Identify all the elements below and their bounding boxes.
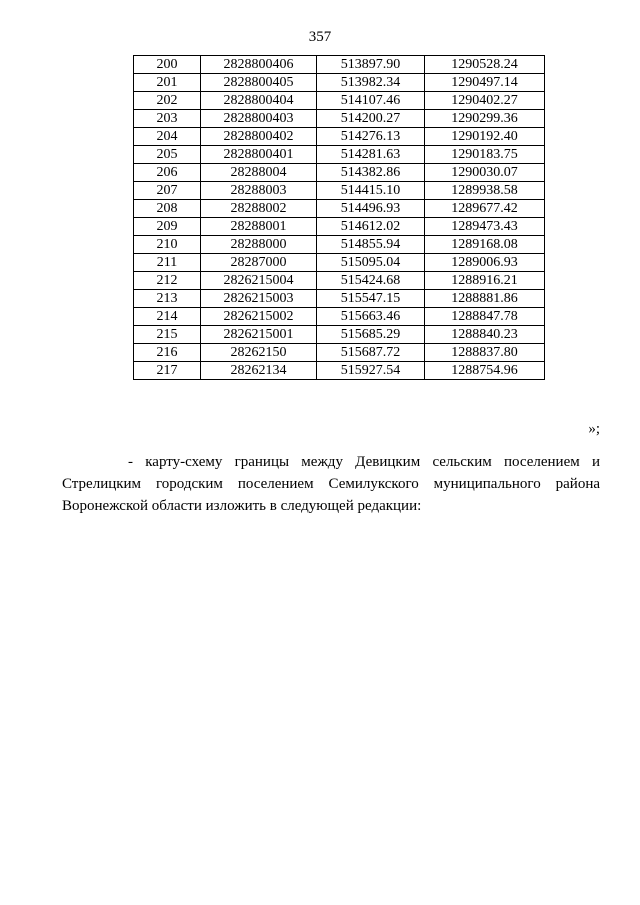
y-coordinate-cell: 1289677.42 [425,200,545,218]
point-number-cell: 209 [134,218,201,236]
point-number-cell: 207 [134,182,201,200]
point-id-cell: 2826215004 [201,272,317,290]
point-id-cell: 2828800405 [201,74,317,92]
page-number: 357 [308,29,332,45]
y-coordinate-cell: 1288840.23 [425,326,545,344]
table-row [134,236,545,254]
coordinates-table [133,55,545,380]
table-row [134,308,545,326]
point-number-cell: 213 [134,290,201,308]
point-number-cell: 217 [134,362,201,380]
x-coordinate-cell: 515685.29 [317,326,425,344]
point-number-cell: 214 [134,308,201,326]
y-coordinate-cell: 1290192.40 [425,128,545,146]
point-number-cell: 212 [134,272,201,290]
point-id-cell: 28288004 [201,164,317,182]
y-coordinate-cell: 1288837.80 [425,344,545,362]
table-row [134,146,545,164]
x-coordinate-cell: 514382.86 [317,164,425,182]
point-id-cell: 2826215001 [201,326,317,344]
y-coordinate-cell: 1290402.27 [425,92,545,110]
point-number-cell: 208 [134,200,201,218]
y-coordinate-cell: 1289473.43 [425,218,545,236]
table-row [134,56,545,74]
x-coordinate-cell: 514276.13 [317,128,425,146]
x-coordinate-cell: 513982.34 [317,74,425,92]
y-coordinate-cell: 1288881.86 [425,290,545,308]
y-coordinate-cell: 1290528.24 [425,56,545,74]
x-coordinate-cell: 514107.46 [317,92,425,110]
x-coordinate-cell: 515424.68 [317,272,425,290]
point-id-cell: 28262134 [201,362,317,380]
x-coordinate-cell: 514281.63 [317,146,425,164]
y-coordinate-cell: 1289006.93 [425,254,545,272]
point-id-cell: 2828800404 [201,92,317,110]
point-id-cell: 28288001 [201,218,317,236]
x-coordinate-cell: 515927.54 [317,362,425,380]
point-number-cell: 200 [134,56,201,74]
point-id-cell: 2828800406 [201,56,317,74]
point-number-cell: 215 [134,326,201,344]
table-row [134,218,545,236]
table-row [134,362,545,380]
table-row [134,182,545,200]
point-id-cell: 2826215003 [201,290,317,308]
x-coordinate-cell: 513897.90 [317,56,425,74]
point-id-cell: 2826215002 [201,308,317,326]
point-number-cell: 206 [134,164,201,182]
point-number-cell: 202 [134,92,201,110]
x-coordinate-cell: 514612.02 [317,218,425,236]
table-row [134,200,545,218]
y-coordinate-cell: 1288754.96 [425,362,545,380]
table-row [134,92,545,110]
coordinates-table-body [134,56,545,380]
table-row [134,74,545,92]
point-number-cell: 204 [134,128,201,146]
point-id-cell: 28287000 [201,254,317,272]
point-id-cell: 28288000 [201,236,317,254]
table-row [134,272,545,290]
y-coordinate-cell: 1290183.75 [425,146,545,164]
x-coordinate-cell: 515095.04 [317,254,425,272]
y-coordinate-cell: 1290299.36 [425,110,545,128]
closing-quote: »; [588,421,600,437]
x-coordinate-cell: 515663.46 [317,308,425,326]
point-number-cell: 205 [134,146,201,164]
point-id-cell: 28288003 [201,182,317,200]
x-coordinate-cell: 515687.72 [317,344,425,362]
table-row [134,254,545,272]
point-id-cell: 28288002 [201,200,317,218]
x-coordinate-cell: 515547.15 [317,290,425,308]
table-row [134,326,545,344]
x-coordinate-cell: 514415.10 [317,182,425,200]
x-coordinate-cell: 514496.93 [317,200,425,218]
table-row [134,344,545,362]
point-id-cell: 2828800402 [201,128,317,146]
table-row [134,128,545,146]
x-coordinate-cell: 514855.94 [317,236,425,254]
y-coordinate-cell: 1290030.07 [425,164,545,182]
point-number-cell: 203 [134,110,201,128]
table-row [134,290,545,308]
y-coordinate-cell: 1289938.58 [425,182,545,200]
y-coordinate-cell: 1290497.14 [425,74,545,92]
point-id-cell: 2828800403 [201,110,317,128]
body-paragraph: - карту-схему границы между Девицким сельским поселением и Стрелицким городским поселением Семилукского муниципального района Воронежской области изложить в следующей редакции: [62,454,600,514]
point-number-cell: 210 [134,236,201,254]
point-number-cell: 211 [134,254,201,272]
point-id-cell: 2828800401 [201,146,317,164]
y-coordinate-cell: 1288847.78 [425,308,545,326]
y-coordinate-cell: 1289168.08 [425,236,545,254]
point-number-cell: 201 [134,74,201,92]
y-coordinate-cell: 1288916.21 [425,272,545,290]
x-coordinate-cell: 514200.27 [317,110,425,128]
table-row [134,110,545,128]
point-number-cell: 216 [134,344,201,362]
point-id-cell: 28262150 [201,344,317,362]
table-row [134,164,545,182]
